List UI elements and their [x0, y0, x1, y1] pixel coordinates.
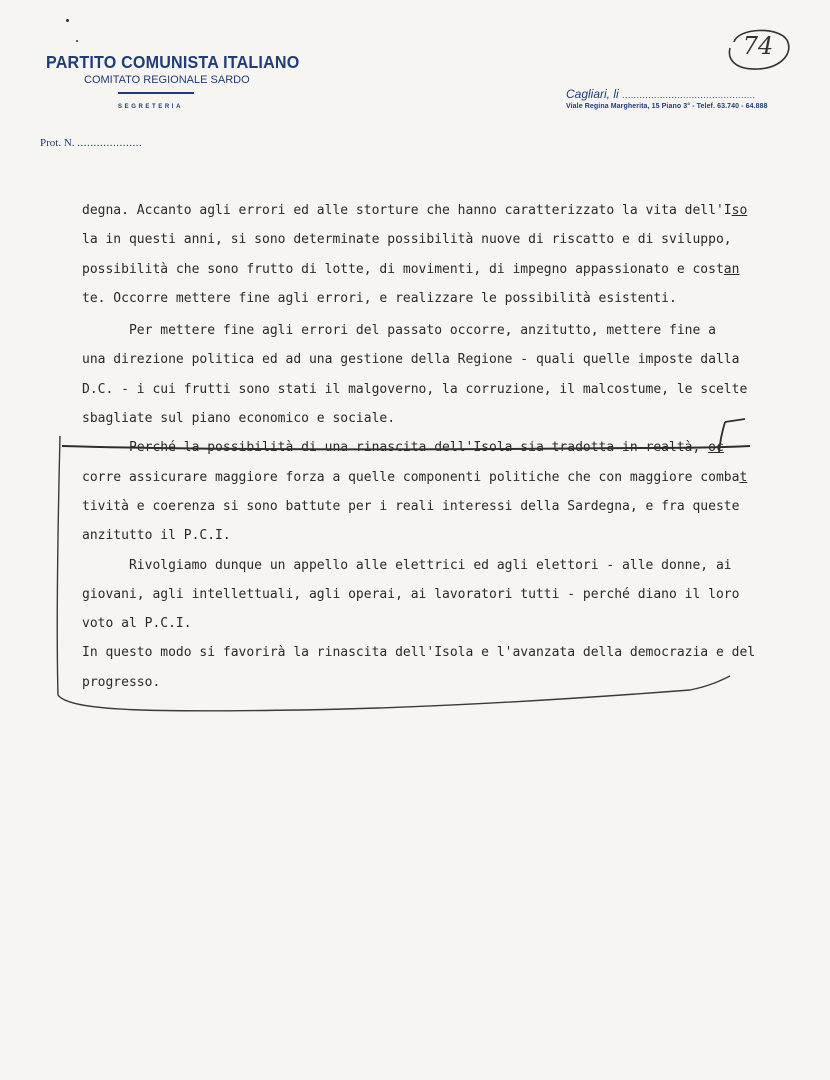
letterhead-address: Viale Regina Margherita, 15 Piano 3° - Telef. 63.740 - 64.888 [566, 103, 768, 110]
page-number: 74 [742, 32, 774, 60]
text-line: anzitutto il P.C.I. [82, 528, 231, 544]
text-line: Perché la possibilità di una rinascita dell'Isola sia tradotta in realtà, oc [82, 440, 724, 456]
protocol-blank: .................... [77, 137, 143, 149]
text-line: In questo modo si favorirà la rinascita dell'Isola e l'avanzata della democrazia e del [82, 645, 756, 661]
text-line: la in questi anni, si sono determinate possibilità nuove di riscatto e di sviluppo, [82, 232, 732, 248]
text-line: te. Occorre mettere fine agli errori, e realizzare le possibilità esistenti. [82, 290, 677, 306]
text-line: degna. Accanto agli errori ed alle storture che hanno caratterizzato la vita dell'Iso [82, 203, 748, 218]
text-line: voto al P.C.I. [82, 616, 192, 632]
text-line: una direzione politica ed ad una gestione della Regione - quali quelle imposte dalla [82, 352, 740, 368]
text-line: progresso. [82, 674, 161, 690]
text-line: corre assicurare maggiore forza a quelle componenti politiche che con maggiore combat [82, 469, 748, 485]
text-line: Rivolgiamo dunque un appello alle elettrici ed agli elettori - alle donne, ai [82, 557, 732, 573]
text-line: D.C. - i cui frutti sono stati il malgoverno, la corruzione, il malcostume, le scelte [82, 381, 748, 397]
date-blank: .............................................. [622, 90, 756, 100]
letterhead-office: SEGRETERIA [118, 104, 184, 110]
text-line: tività e coerenza si sono battute per i reali interessi della Sardegna, e fra queste [82, 498, 740, 514]
letterhead-party-name: PARTITO COMUNISTA ITALIANO [46, 52, 300, 72]
letterhead-committee: COMITATO REGIONALE SARDO [84, 74, 250, 86]
text-line: sbagliate sul piano economico e sociale. [82, 411, 396, 427]
text-line: Per mettere fine agli errori del passato occorre, anzitutto, mettere fine a [82, 323, 716, 339]
text-line: giovani, agli intellettuali, agli operai, ai lavoratori tutti - perché diano il loro [82, 586, 740, 602]
place-label: Cagliari, li [566, 87, 619, 101]
text-line: possibilità che sono frutto di lotte, di movimenti, di impegno appassionato e costan [82, 261, 740, 277]
protocol-label: Prot. N. [40, 137, 75, 149]
